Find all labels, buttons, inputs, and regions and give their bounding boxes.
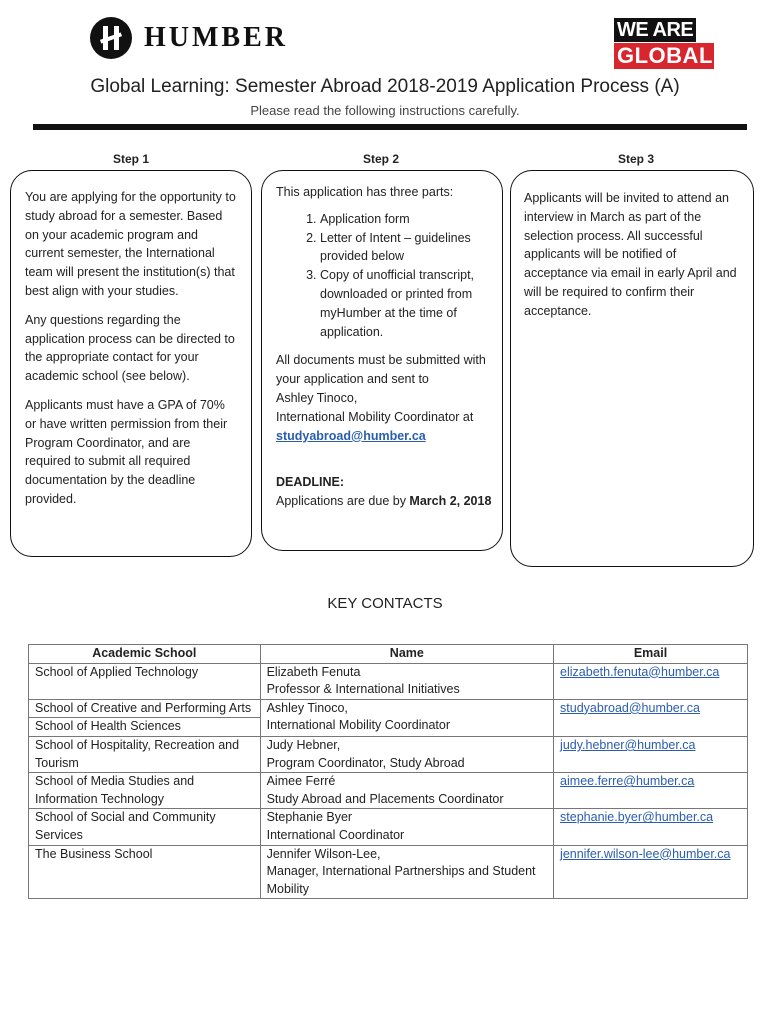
humber-logo (90, 16, 288, 60)
contact-name: Jennifer Wilson-Lee, (266, 846, 381, 861)
step-1-paragraph: Applicants must have a GPA of 70% or have written permission from their Program Coordinator, and are required to submit all required documentation by the deadline provided. (25, 397, 228, 506)
step-2-heading: Step 2 (362, 152, 399, 166)
school-cell: School of Applied Technology (29, 663, 261, 699)
table-row (29, 809, 748, 845)
school-cell: School of Social and Community Services (29, 809, 261, 845)
email-link[interactable]: judy.hebner@humber.ca (554, 736, 748, 772)
list-item: 3. Copy of unofficial transcript, downloaded or printed from myHumber at the time of application. (320, 266, 494, 341)
email-link[interactable]: aimee.ferre@humber.ca (554, 773, 748, 809)
school-cell: School of Health Sciences (29, 718, 261, 737)
contact-role: International Coordinator (266, 827, 405, 842)
contact-title: International Mobility Coordinator at (276, 409, 474, 424)
table-row (29, 845, 748, 899)
table-row (29, 699, 748, 718)
name-cell (260, 663, 553, 699)
school-cell: School of Media Studies and Information Technology (29, 773, 261, 809)
step-3-heading: Step 3 (617, 152, 654, 166)
email-link[interactable]: stephanie.byer@humber.ca (554, 809, 748, 845)
contact-role: Study Abroad and Placements Coordinator (266, 791, 504, 806)
name-cell (260, 809, 553, 845)
table-header-row (29, 645, 748, 664)
contact-role: International Mobility Coordinator (266, 718, 451, 733)
study-abroad-email-link[interactable]: studyabroad@humber.ca (276, 428, 426, 443)
contact-name: Aimee Ferré (266, 774, 336, 789)
step-3-box (510, 170, 754, 567)
deadline-label: DEADLINE: (276, 475, 345, 490)
contact-name: Stephanie Byer (266, 810, 353, 825)
submit-instructions: All documents must be submitted with your application and sent to (276, 353, 486, 387)
badge-line-2: GLOBAL (614, 43, 714, 69)
page-title: Global Learning: Semester Abroad 2018-2019 Application Process (A) (90, 76, 680, 97)
column-header: Academic School (29, 645, 261, 664)
header-divider (33, 124, 747, 130)
badge-line-1: WE ARE (614, 18, 696, 42)
we-are-global-badge (614, 18, 714, 68)
column-header: Name (260, 645, 553, 664)
name-cell (260, 773, 553, 809)
logo-text: HUMBER (144, 22, 288, 53)
school-cell: School of Hospitality, Recreation and Tourism (29, 736, 261, 772)
list-item: 1. Application form (320, 210, 494, 229)
contact-role: Professor & International Initiatives (266, 682, 460, 697)
school-cell: The Business School (29, 845, 261, 899)
deadline-date: March 2, 2018 (409, 494, 492, 509)
page-subtitle: Please read the following instructions carefully. (250, 103, 520, 118)
step-1-paragraph: You are applying for the opportunity to study abroad for a semester. Based on your academic program and current semester, the International team will present the institution(s) that best align with your studies. (25, 190, 236, 298)
contact-name: Elizabeth Fenuta (266, 664, 361, 679)
table-row (29, 773, 748, 809)
step-3-paragraph: Applicants will be invited to attend an interview in March as part of the selection process. All successful applicants will be notified of acceptance via email in early April and will be required to confirm their acceptance. (524, 191, 737, 318)
step-1-heading: Step 1 (112, 152, 149, 166)
contact-name: Ashley Tinoco, (266, 700, 348, 715)
name-cell (260, 736, 553, 772)
step-2-box (261, 170, 503, 551)
email-link[interactable]: elizabeth.fenuta@humber.ca (554, 663, 748, 699)
humber-logo-icon (90, 17, 132, 59)
step-1-paragraph: Any questions regarding the application process can be directed to the appropriate contact for your academic school (see below). (25, 312, 235, 384)
contact-role: Program Coordinator, Study Abroad (266, 755, 465, 770)
deadline-line (276, 492, 494, 511)
deadline-text: Applications are due by (276, 494, 410, 509)
contact-name: Judy Hebner, (266, 737, 341, 752)
key-contacts-title: KEY CONTACTS (327, 595, 443, 612)
school-cell: School of Creative and Performing Arts (29, 699, 261, 718)
name-cell (260, 845, 553, 899)
contact-name: Ashley Tinoco, (276, 390, 358, 405)
step-1-box (10, 170, 252, 557)
contact-role: Manager, International Partnerships and Student Mobility (266, 864, 536, 896)
email-link[interactable]: jennifer.wilson-lee@humber.ca (554, 845, 748, 899)
column-header: Email (554, 645, 748, 664)
list-item: 2. Letter of Intent – guidelines provided below (320, 229, 494, 267)
key-contacts-table (28, 644, 748, 899)
step-2-intro: This application has three parts: (276, 185, 454, 199)
name-cell (260, 699, 553, 736)
email-link[interactable]: studyabroad@humber.ca (554, 699, 748, 736)
step-2-parts-list (320, 210, 494, 342)
table-row (29, 663, 748, 699)
table-row (29, 736, 748, 772)
